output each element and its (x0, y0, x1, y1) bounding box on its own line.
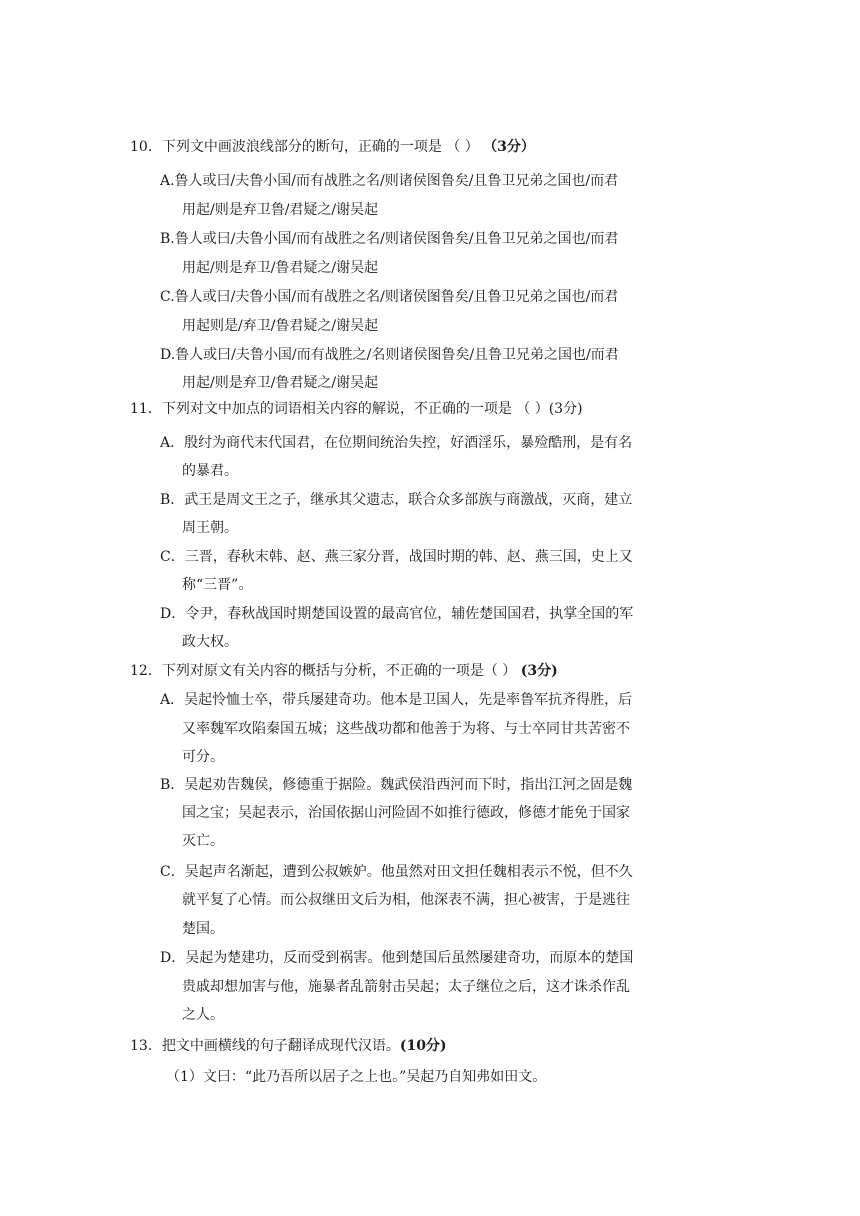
q12-option-a-line3: 可分。 (182, 749, 224, 765)
q12-option-d-line3: 之人。 (182, 1007, 224, 1023)
q11-option-a-line2: 的暴君。 (182, 463, 238, 479)
question-10-title: 10．下列文中画波浪线部分的断句，正确的一项是 （ ） （3分） (130, 139, 535, 155)
q10-option-d-line1: D.鲁人或曰/夫鲁小国/而有战胜之/名则诸侯图鲁矣/且鲁卫兄弟之国也/而君 (160, 347, 619, 363)
q10-option-c-line2: 用起则是/弃卫/鲁君疑之/谢吴起 (182, 318, 379, 334)
q10-option-d-line2: 用起/则是弃卫/鲁君疑之/谢吴起 (182, 375, 379, 391)
q12-option-c-line2: 就平复了心情。而公叔继田文后为相，他深表不满，担心被害，于是逃往 (182, 892, 630, 908)
q13-sub-item-1: （1）文曰：“此乃吾所以居子之上也。”吴起乃自知弗如田文。 (166, 1069, 547, 1085)
question-13-title: 13．把文中画横线的句子翻译成现代汉语。(10分) (130, 1038, 447, 1054)
question-10-score: （3分） (483, 139, 535, 155)
q10-option-a-line1: A.鲁人或曰/夫鲁小国/而有战胜之名/则诸侯图鲁矣/且鲁卫兄弟之国也/而君 (160, 173, 619, 189)
q12-option-a-line2: 又率魏军攻陷秦国五城；这些战功都和他善于为将、与士卒同甘共苦密不 (182, 721, 630, 737)
q11-option-b-line1: B．武王是周文王之子，继承其父遗志，联合众多部族与商激战，灭商，建立 (160, 492, 633, 508)
q12-option-c-line1: C．吴起声名渐起，遭到公叔嫉妒。他虽然对田文担任魏相表示不悦，但不久 (160, 864, 633, 880)
question-11-title: 11．下列对文中加点的词语相关内容的解说，不正确的一项是 （ ）(3分) (130, 401, 583, 417)
q10-option-a-line2: 用起/则是弃卫鲁/君疑之/谢吴起 (182, 202, 379, 218)
question-13-score: (10分) (399, 1038, 447, 1054)
q10-option-c-line1: C.鲁人或曰/夫鲁小国/而有战胜之名/则诸侯图鲁矣/且鲁卫兄弟之国也/而君 (160, 289, 619, 305)
q12-option-b-line3: 灭亡。 (182, 833, 224, 849)
q11-option-a-line1: A．殷纣为商代末代国君，在位期间统治失控，好酒淫乐，暴殓酷刑，是有名 (160, 435, 633, 451)
q12-option-b-line2: 国之宝；吴起表示，治国依据山河险固不如推行德政，修德才能免于国家 (182, 805, 630, 821)
q11-option-d-line2: 政大权。 (182, 634, 238, 650)
q12-option-b-line1: B．吴起劝告魏侯，修德重于据险。魏武侯沿西河而下时，指出江河之固是魏 (160, 777, 633, 793)
q12-option-d-line2: 贵戚却想加害与他，施暴者乱箭射击吴起；太子继位之后，这才诛杀作乱 (182, 979, 630, 995)
q11-option-c-line2: 称“三晋”。 (182, 577, 253, 593)
question-12-score: (3分) (520, 663, 558, 679)
q10-option-b-line1: B.鲁人或曰/夫鲁小国/而有战胜之名/则诸侯图鲁矣/且鲁卫兄弟之国也/而君 (160, 231, 619, 247)
q12-option-c-line3: 楚国。 (182, 921, 224, 937)
q11-option-b-line2: 周王朝。 (182, 520, 238, 536)
q10-option-b-line2: 用起/则是弃卫/鲁君疑之/谢吴起 (182, 260, 379, 276)
q11-option-d-line1: D．令尹，春秋战国时期楚国设置的最高官位，辅佐楚国国君，执掌全国的军 (160, 606, 634, 622)
q11-option-c-line1: C．三晋，春秋末韩、赵、燕三家分晋，战国时期的韩、赵、燕三国，史上又 (160, 549, 633, 565)
q12-option-d-line1: D．吴起为楚建功，反而受到祸害。他到楚国后虽然屡建奇功，而原本的楚国 (160, 950, 634, 966)
q12-option-a-line1: A．吴起怜恤士卒，带兵屡建奇功。他本是卫国人，先是率鲁军抗齐得胜，后 (160, 692, 633, 708)
question-12-title: 12．下列对原文有关内容的概括与分析，不正确的一项是（ ） (3分) (130, 663, 558, 679)
